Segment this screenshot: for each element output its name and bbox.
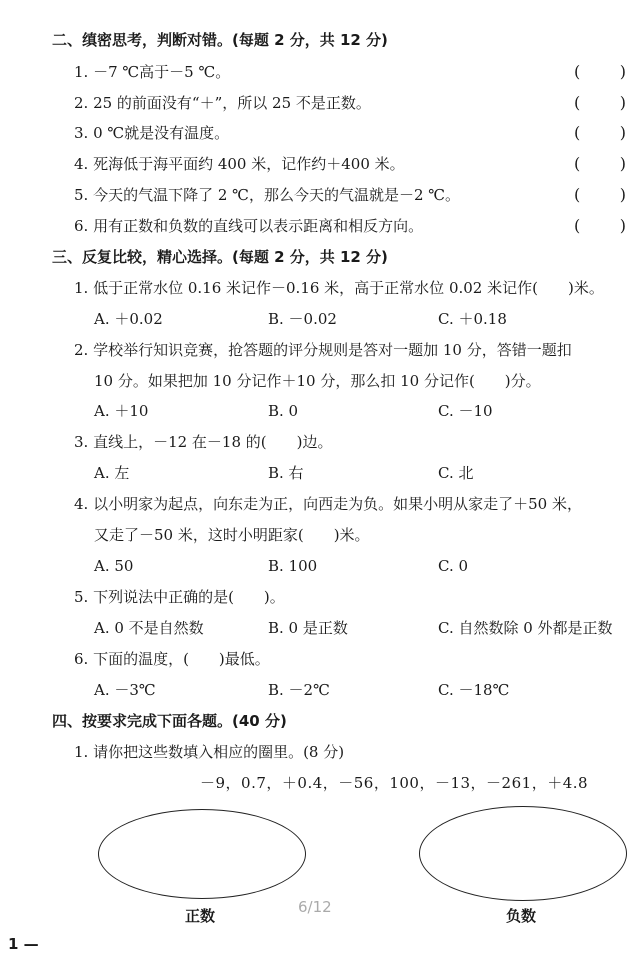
positive-label: 正数 bbox=[185, 907, 216, 925]
section-2-title: 二、缜密思考，判断对错。(每题 2 分，共 12 分) bbox=[52, 31, 388, 49]
answer-paren-1[interactable] bbox=[574, 62, 626, 81]
choice-q3-option-b[interactable]: B. 右 bbox=[268, 464, 304, 482]
paren-open: ( bbox=[574, 123, 581, 142]
judge-item-6: 6. 用有正数和负数的直线可以表示距离和相反方向。 bbox=[74, 217, 424, 235]
page-indicator: 6/12 bbox=[298, 898, 332, 916]
paren-close: ) bbox=[619, 62, 626, 81]
choice-q1-stem: 1. 低于正常水位 0.16 米记作－0.16 米，高于正常水位 0.02 米记作( )米。 bbox=[74, 279, 604, 297]
choice-q6-option-c[interactable]: C. －18℃ bbox=[438, 681, 510, 699]
answer-paren-4[interactable] bbox=[574, 154, 626, 173]
choice-q1-option-a[interactable]: A. ＋0.02 bbox=[94, 310, 163, 328]
judge-item-1: 1. －7 ℃高于－5 ℃。 bbox=[74, 63, 231, 81]
choice-q4-option-a[interactable]: A. 50 bbox=[94, 557, 134, 575]
footer-page-mark: 1 — bbox=[8, 935, 39, 953]
answer-paren-3[interactable] bbox=[574, 123, 626, 142]
choice-q3-option-c[interactable]: C. 北 bbox=[438, 464, 474, 482]
choice-q5-stem: 5. 下列说法中正确的是( )。 bbox=[74, 588, 285, 606]
answer-paren-5[interactable] bbox=[574, 185, 626, 204]
negative-number-circle[interactable] bbox=[419, 806, 627, 901]
answer-paren-2[interactable] bbox=[574, 93, 626, 112]
numbers-to-sort: －9，0.7，＋0.4，－56，100，－13，－261，＋4.8 bbox=[200, 774, 589, 792]
choice-q3-stem: 3. 直线上，－12 在－18 的( )边。 bbox=[74, 433, 333, 451]
choice-q6-option-b[interactable]: B. －2℃ bbox=[268, 681, 330, 699]
judge-item-4: 4. 死海低于海平面约 400 米，记作约＋400 米。 bbox=[74, 155, 405, 173]
choice-q4-option-c[interactable]: C. 0 bbox=[438, 557, 469, 575]
choice-q1-option-b[interactable]: B. －0.02 bbox=[268, 310, 337, 328]
judge-item-5: 5. 今天的气温下降了 2 ℃，那么今天的气温就是－2 ℃。 bbox=[74, 186, 461, 204]
paren-open: ( bbox=[574, 154, 581, 173]
choice-q5-option-a[interactable]: A. 0 不是自然数 bbox=[94, 619, 204, 637]
choice-q1-option-c[interactable]: C. ＋0.18 bbox=[438, 310, 507, 328]
paren-open: ( bbox=[574, 62, 581, 81]
paren-close: ) bbox=[619, 154, 626, 173]
section-4-title: 四、按要求完成下面各题。(40 分) bbox=[52, 712, 287, 730]
choice-q6-option-a[interactable]: A. －3℃ bbox=[94, 681, 156, 699]
choice-q2-stem-line1: 2. 学校举行知识竞赛，抢答题的评分规则是答对一题加 10 分，答错一题扣 bbox=[74, 341, 572, 359]
task-q1-stem: 1. 请你把这些数填入相应的圈里。(8 分) bbox=[74, 743, 345, 761]
paren-close: ) bbox=[619, 185, 626, 204]
choice-q5-option-b[interactable]: B. 0 是正数 bbox=[268, 619, 348, 637]
choice-q6-stem: 6. 下面的温度，( )最低。 bbox=[74, 650, 270, 668]
positive-number-circle[interactable] bbox=[98, 809, 306, 899]
choice-q4-stem-line1: 4. 以小明家为起点，向东走为正，向西走为负。如果小明从家走了＋50 米， bbox=[74, 495, 582, 513]
paren-open: ( bbox=[574, 216, 581, 235]
choice-q2-option-b[interactable]: B. 0 bbox=[268, 402, 299, 420]
judge-item-2: 2. 25 的前面没有“＋”，所以 25 不是正数。 bbox=[74, 94, 371, 112]
paren-open: ( bbox=[574, 185, 581, 204]
negative-label: 负数 bbox=[506, 907, 537, 925]
choice-q3-option-a[interactable]: A. 左 bbox=[94, 464, 130, 482]
choice-q2-option-a[interactable]: A. ＋10 bbox=[94, 402, 149, 420]
paren-close: ) bbox=[619, 93, 626, 112]
choice-q4-stem-line2: 又走了－50 米，这时小明距家( )米。 bbox=[94, 526, 370, 544]
choice-q4-option-b[interactable]: B. 100 bbox=[268, 557, 318, 575]
paren-close: ) bbox=[619, 123, 626, 142]
section-3-title: 三、反复比较，精心选择。(每题 2 分，共 12 分) bbox=[52, 248, 388, 266]
paren-close: ) bbox=[619, 216, 626, 235]
choice-q2-stem-line2: 10 分。如果把加 10 分记作＋10 分，那么扣 10 分记作( )分。 bbox=[94, 372, 541, 390]
choice-q5-option-c[interactable]: C. 自然数除 0 外都是正数 bbox=[438, 619, 613, 637]
answer-paren-6[interactable] bbox=[574, 216, 626, 235]
choice-q2-option-c[interactable]: C. －10 bbox=[438, 402, 493, 420]
paren-open: ( bbox=[574, 93, 581, 112]
judge-item-3: 3. 0 ℃就是没有温度。 bbox=[74, 124, 230, 142]
